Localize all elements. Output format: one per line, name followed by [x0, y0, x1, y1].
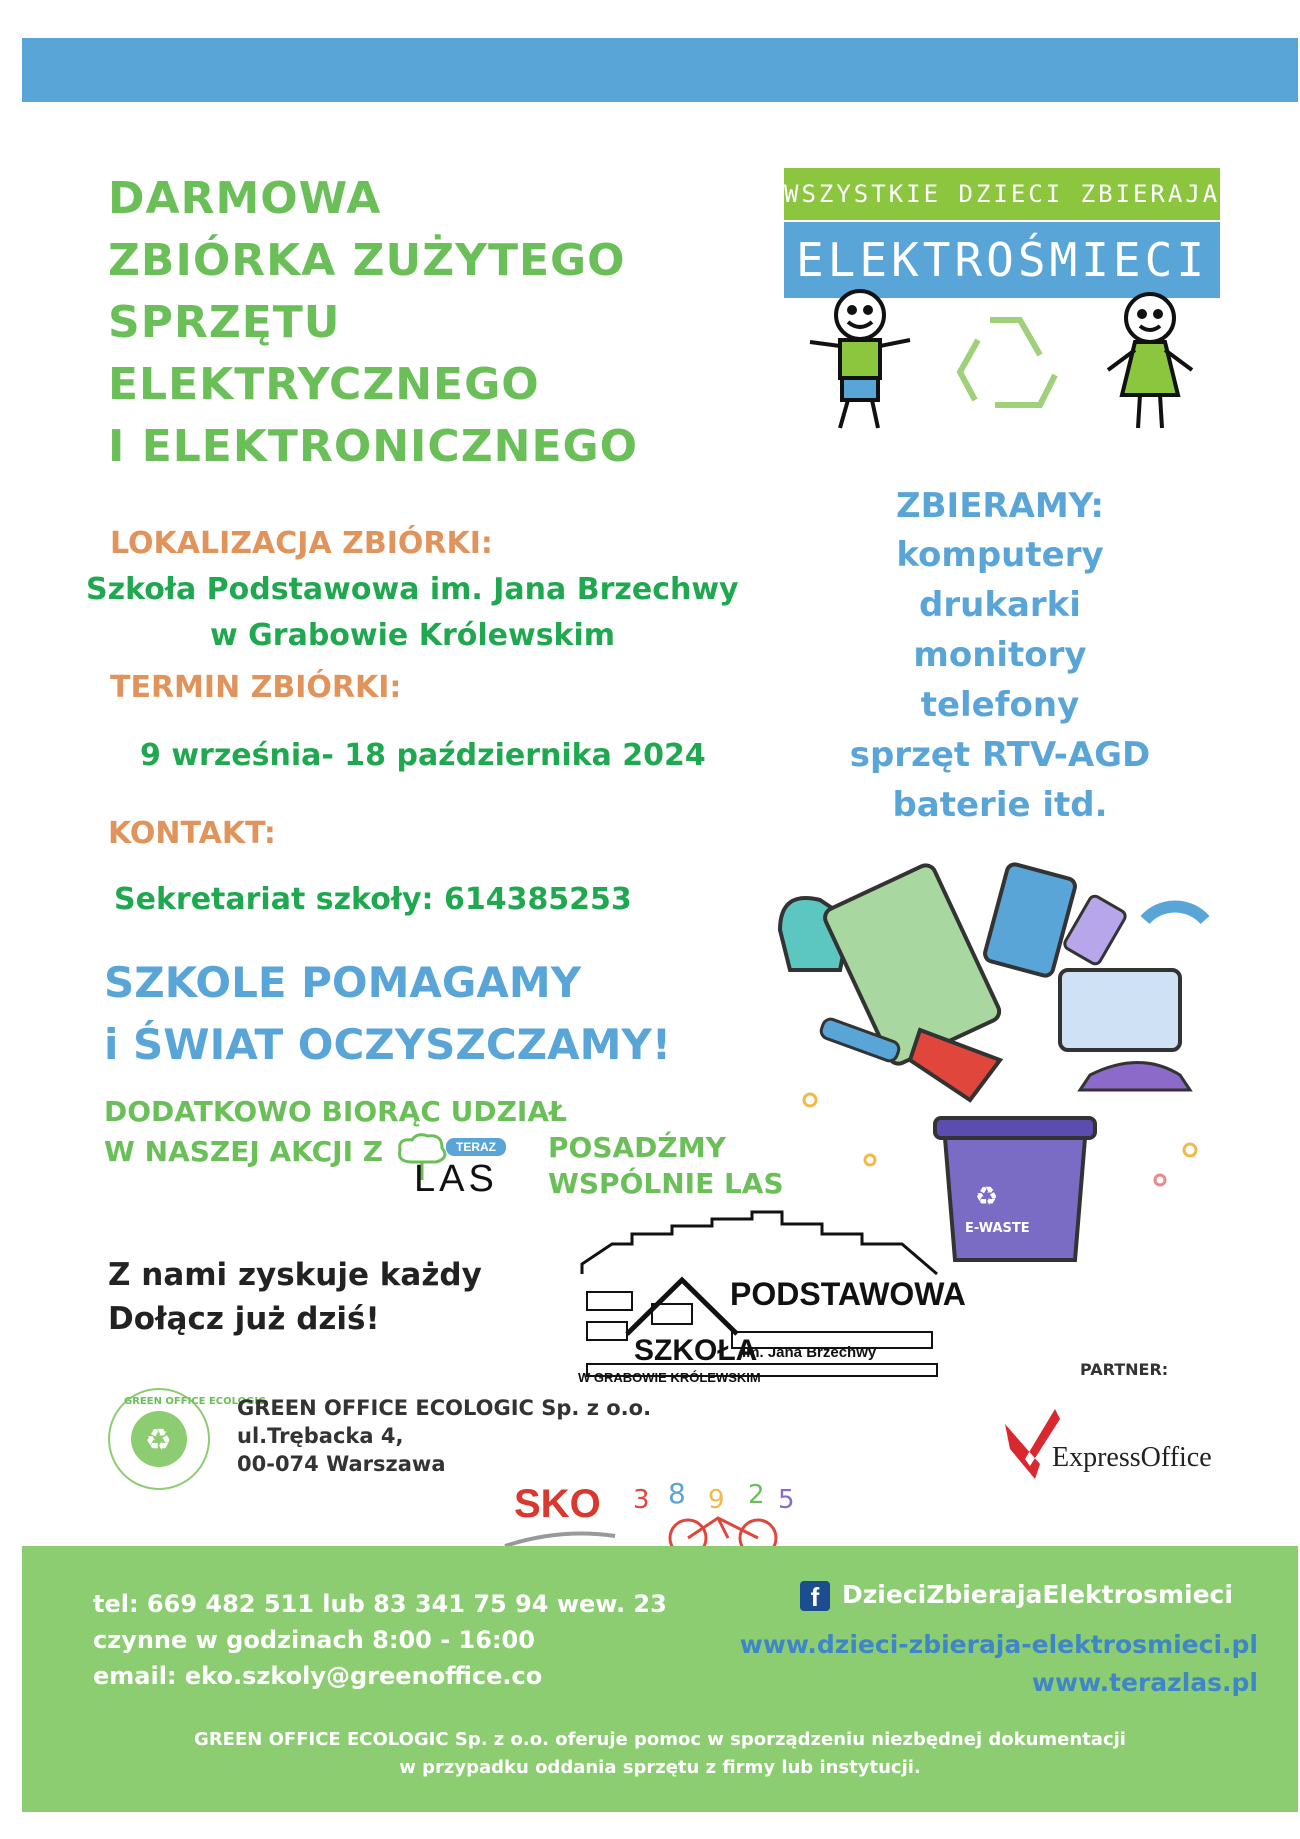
las-logo-text: LAS — [414, 1158, 498, 1200]
terazlas-link[interactable]: www.terazlas.pl — [1031, 1668, 1258, 1697]
headline-line: DARMOWA — [108, 173, 382, 224]
girl-drawing — [1108, 294, 1192, 428]
list-item: komputery — [896, 535, 1104, 575]
teraz-badge: TERAZ — [446, 1138, 506, 1156]
footer-note — [22, 1726, 1298, 1782]
svg-text:5: 5 — [778, 1485, 795, 1515]
top-bar — [22, 38, 1298, 102]
company-city: 00-074 Warszawa — [237, 1452, 446, 1476]
list-item: baterie itd. — [892, 785, 1108, 825]
footer-contact — [93, 1586, 667, 1694]
svg-text:♻: ♻ — [975, 1182, 999, 1212]
svg-text:2: 2 — [748, 1480, 765, 1510]
location-line1: Szkoła Podstawowa im. Jana Brzechwy — [86, 572, 739, 607]
logo-title: ELEKTROŚMIECI — [784, 222, 1220, 298]
facebook-name: DzieciZbierajaElektrosmieci — [842, 1580, 1233, 1609]
list-item: sprzęt RTV-AGD — [849, 735, 1151, 775]
electronics-pile — [780, 862, 1205, 1100]
trash-bin — [935, 1118, 1095, 1260]
footer-phone: tel: 669 482 511 lub 83 341 75 94 wew. 23 — [93, 1590, 667, 1618]
collect-title: ZBIERAMY: — [895, 486, 1105, 526]
company-name: GREEN OFFICE ECOLOGIC Sp. z o.o. — [237, 1396, 652, 1420]
headline-line: SPRZĘTU — [108, 297, 341, 348]
location-line2: w Grabowie Królewskim — [210, 618, 616, 653]
headline-line: ELEKTRYCZNEGO — [108, 359, 540, 410]
footer-note-line1: GREEN OFFICE ECOLOGIC Sp. z o.o. oferuje pomoc w sporządzeniu niezbędnej dokumentacji — [194, 1729, 1126, 1750]
headline-line: I ELEKTRONICZNEGO — [108, 421, 639, 472]
svg-text:3: 3 — [633, 1485, 650, 1515]
seal-text: GREEN OFFICE ECOLOGIC — [124, 1396, 266, 1407]
website-link[interactable]: www.dzieci-zbieraja-elektrosmieci.pl — [739, 1630, 1258, 1659]
svg-text:♻: ♻ — [145, 1423, 172, 1458]
contact-value: Sekretariat szkoły: 614385253 — [114, 882, 632, 917]
svg-text:9: 9 — [708, 1485, 725, 1515]
partner-name: ExpressOffice — [1052, 1442, 1212, 1473]
bonus-right1: POSADŹMY — [548, 1131, 726, 1164]
collect-list — [820, 530, 1180, 830]
bonus-line2: W NASZEJ AKCJI Z — [104, 1135, 384, 1168]
sko-text: SKO — [514, 1482, 601, 1526]
facebook-icon: f — [800, 1581, 830, 1611]
slogan-line2: i ŚWIAT OCZYSZCZAMY! — [104, 1020, 671, 1069]
headline — [108, 168, 768, 478]
term-label: TERMIN ZBIÓRKI: — [110, 670, 402, 705]
svg-text:8: 8 — [668, 1477, 686, 1510]
bonus-right2: WSPÓLNIE LAS — [548, 1167, 784, 1200]
bonus-line1: DODATKOWO BIORĄC UDZIAŁ — [104, 1095, 567, 1128]
boy-drawing — [810, 291, 910, 428]
list-item: drukarki — [919, 585, 1081, 625]
facebook-link[interactable] — [800, 1580, 1233, 1611]
list-item: monitory — [913, 635, 1087, 675]
term-value: 9 września- 18 października 2024 — [140, 738, 706, 773]
headline-line: ZBIÓRKA ZUŻYTEGO — [108, 235, 626, 286]
contact-label: KONTAKT: — [108, 816, 276, 851]
footer-hours: czynne w godzinach 8:00 - 16:00 — [93, 1626, 535, 1654]
list-item: telefony — [920, 685, 1080, 725]
logo-tagline: WSZYSTKIE DZIECI ZBIERAJA — [784, 168, 1220, 220]
school-logo-line1: PODSTAWOWA — [730, 1276, 966, 1312]
kids-recycle-illustration — [790, 280, 1220, 440]
school-logo-line3: im. Jana Brzechwy — [742, 1344, 877, 1361]
footer-note-line2: w przypadku oddania sprzętu z firmy lub instytucji. — [399, 1757, 921, 1778]
location-label: LOKALIZACJA ZBIÓRKI: — [110, 526, 493, 561]
partner-label: PARTNER: — [1080, 1360, 1169, 1379]
recycle-icon — [960, 320, 1055, 405]
slogan-line1: SZKOLE POMAGAMY — [104, 958, 582, 1007]
footer-email[interactable]: email: eko.szkoly@greenoffice.co — [93, 1662, 543, 1690]
company-street: ul.Trębacka 4, — [237, 1424, 404, 1448]
school-logo-line4: W GRABOWIE KRÓLEWSKIM — [578, 1370, 761, 1385]
join-line1: Z nami zyskuje każdy — [108, 1257, 482, 1293]
express-office-logo-mark — [1000, 1404, 1060, 1484]
join-line2: Dołącz już dziś! — [108, 1301, 380, 1337]
company-address — [237, 1394, 651, 1478]
e-waste-label: E-WASTE — [965, 1221, 1030, 1236]
green-office-seal — [104, 1384, 266, 1494]
school-logo-line2: SZKOŁA — [634, 1334, 758, 1367]
